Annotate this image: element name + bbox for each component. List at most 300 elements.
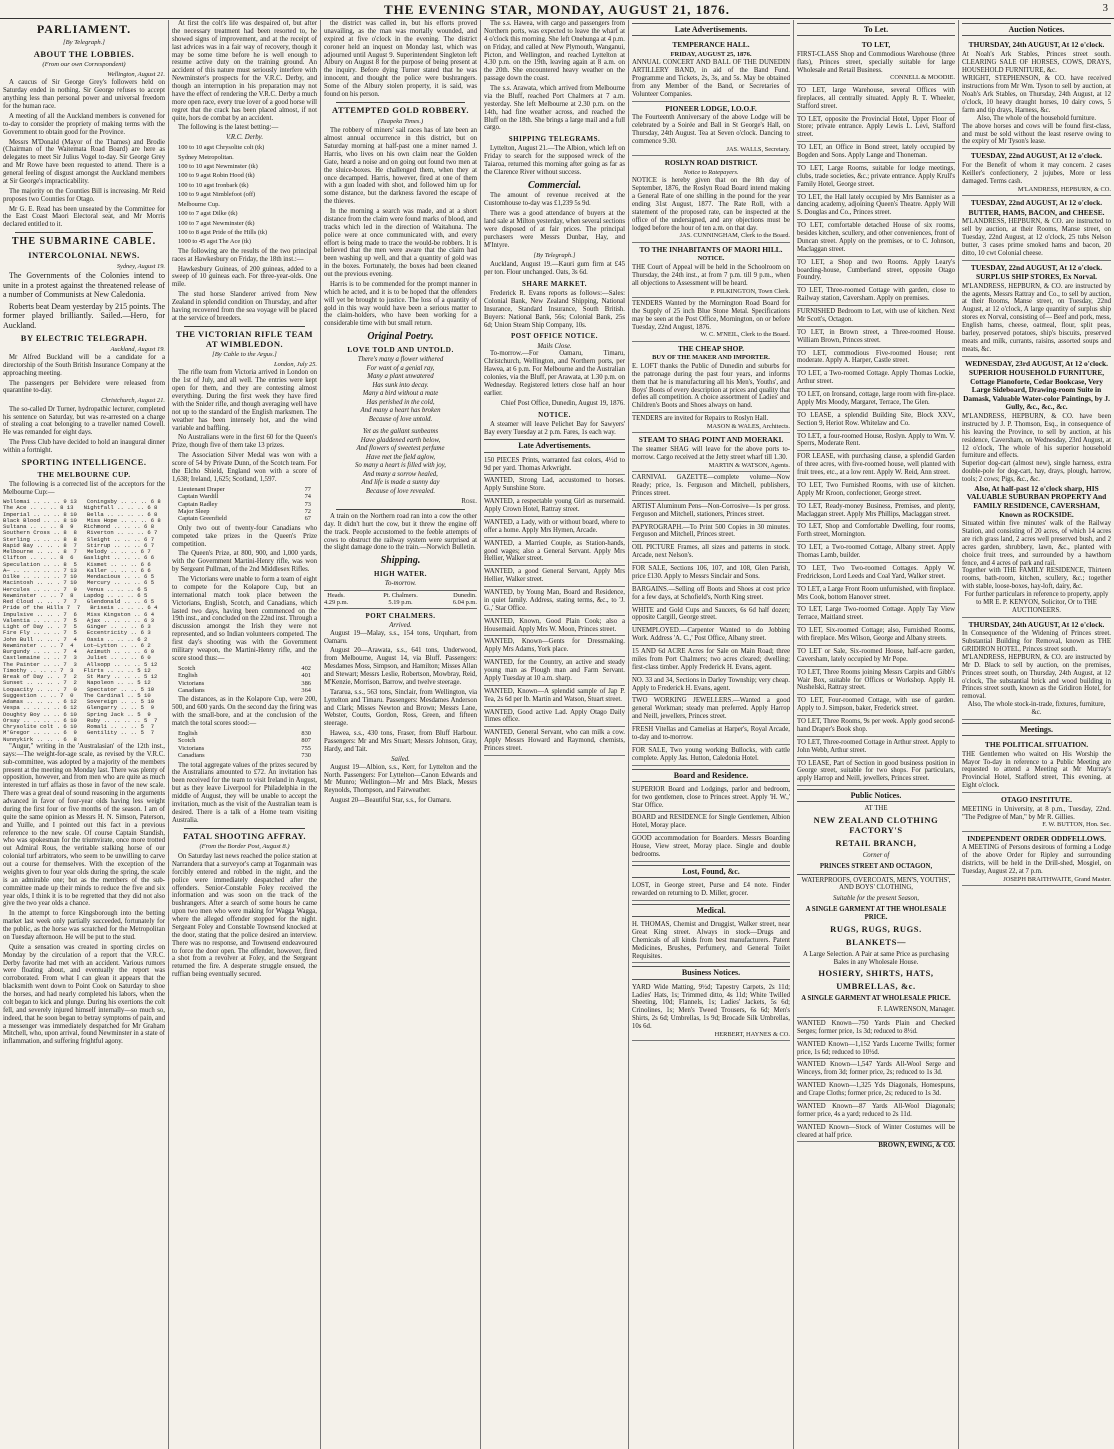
classified-ad: TO LET, a Two-roomed Cottage, Albany street. Apply Thomas Lamb, builder. xyxy=(797,542,955,563)
ad-signature: JAS. WALLS, Secretary. xyxy=(726,145,790,153)
shipping-entry: Hawea, s.s., 430 tons, Fraser, from Bluff Harbour. Passengers: Mr and Mrs Stuart; Messrs Johnson, Gray, Hardy, and Tait. xyxy=(324,730,477,753)
score-row: English 830 xyxy=(178,729,311,737)
ad-signature: F. LAWRENSON, Manager. xyxy=(877,1006,955,1014)
shipping-entry: August 19—Albion, s.s., Kerr, for Lyttelton and the North. Passengers: For Lyttelton—Canon Edwards and Mr Munro; Wellington—Mr and Mrs Black, Messrs Reynolds, Thompson, and Fairweather. xyxy=(324,763,477,795)
ad-body: The above horses and cows will be found first-class, and must be sold without the least reserve owing to the expiry of Mr Tyson's lease. xyxy=(962,122,1111,146)
classified-ad: TO LET, Six-roomed Cottage; also, Furnished Rooms, with fireplace. Mrs Wilson, George and Albany streets. xyxy=(797,625,955,646)
betting-line: 100 to 7 agst Dilke (tk) xyxy=(178,210,238,218)
article-paragraph: the district was called in, but his efforts proved unavailing, as the man was mortally wounded, and expired at five o'clock in the evening. The district coroner held an inquest on Monday last, which was adjourned until August 9. Superintendent Singleton left Albury on August 8 for the purpose of being present at the inquiry. Before dying Turner stated that he was innocent, and thought the police were bushrangers. Some of the Albury stolen property, it is said, was found on his person. xyxy=(324,20,477,98)
high-water-heading: HIGH WATER. xyxy=(373,569,428,578)
ad-body: At Noah's Ark Stables, Princes street south. CLEARING SALE OF HORSES, COWS, DRAYS, HOUSEHOLD FURNITURE, &c. xyxy=(962,50,1111,74)
classified-ad: TO LET, Shop and Comfortable Dwelling, four rooms, Forth street, Mornington. xyxy=(797,521,955,542)
meeting-ad xyxy=(962,738,1111,793)
score-row: Canadians 730 xyxy=(178,752,311,760)
rifle-team-heading: THE VICTORIAN RIFLE TEAM AT WIMBLEDON. xyxy=(176,328,313,349)
poem-line: And many a heart has broken xyxy=(360,407,441,415)
classified-ad: WANTED Known—1,325 Yds Diagonals, Homespuns, and Crape Cloths; former price, 2s; reduced to 1s 3d. xyxy=(797,1080,955,1101)
poem-title: LOVE TOLD AND UNTOLD. xyxy=(347,344,454,354)
port-chalmers-heading: PORT CHALMERS. xyxy=(365,611,436,620)
sailed-label: Sailed. xyxy=(391,755,410,763)
meeting-ad xyxy=(962,793,1111,832)
own-correspondent-label: (From our own Correspondent) xyxy=(42,61,126,69)
to-let-ad xyxy=(797,38,955,85)
column-5 xyxy=(628,20,793,1449)
ad-title: Also, At half-past 12 o'clock sharp, HIS VALUABLE SUBURBAN PROPERTY And FAMILY RESIDENCE, CAVERSHAM, Known as ROCKSIDE. xyxy=(966,483,1107,519)
betting-line: 100 to 9 agst Nimblefoot (off) xyxy=(178,191,256,199)
poem-line: Have met the field aglow, xyxy=(365,453,436,461)
sporting-heading: SPORTING INTELLIGENCE. xyxy=(21,456,147,467)
column-2 xyxy=(168,20,320,1449)
classified-ad: WANTED Known—1,152 Yards Lucerne Twills; former price, 1s 6d; reduced to 10½d. xyxy=(797,1039,955,1060)
ad-body: Situated within five minutes' walk of the Railway Station, and consisting of 20 acres, of which 14 acres are rich grass land, 2 acres well preserved bush, and 2 acres garden, shrubbery, lawn, &c., planted with choice fruit trees, and surrounded by a hawthorn fence, and 4 acres of park and rail. xyxy=(962,520,1111,567)
classified-ad: TO LET, Large Rooms, suitable for lodge meetings, clubs, trade societies, &c.; private entrance. Apply Krull's Family Hotel, George street. xyxy=(797,163,955,192)
ad-body: WRIGHT, STEPHENSON, & CO. have received instructions from Mr Wm. Tyson to sell by auction, at Noah's Ark Stables, on Thursday, 24th August, at 12 o'clock, 10 heavy draught horses, 10 dairy cows, 5 farm and tip drays, Harness, &c. xyxy=(962,75,1111,114)
classified-ad: WANTED, Good active Lad. Apply Otago Daily Times office. xyxy=(484,707,625,728)
board-residence-heading: Board and Residence. xyxy=(632,769,790,782)
ad-date: TUESDAY, 22nd AUGUST, At 12 o'clock. xyxy=(970,262,1103,272)
ad-subtitle: NOTICE. xyxy=(697,255,725,263)
classified-ad: TO LET, Ready-money Business, Premises, and plenty, Maclaggan street. Apply Mrs Phillips, Maclaggan street. xyxy=(797,501,955,522)
steam-shag-point-ad xyxy=(632,433,790,472)
scores-table xyxy=(178,486,311,523)
article-paragraph: To-morrow.—For Oamaru, Timaru, Christchurch, Wellington, and Northern ports, per Hawea, at 6 p.m. For Melbourne and the Australian colonies, via the Bluff, per Arawata, at 1.30 p.m. on Wednesday. Registered letters close half an hour earlier. xyxy=(484,350,625,397)
ad-signature: MARTIN & WATSON, Agents. xyxy=(708,461,790,469)
notice-heading: NOTICE. xyxy=(538,410,571,419)
ad-title: BUTTER, HAMS, BACON, and CHEESE. xyxy=(968,207,1105,217)
parliament-heading: PARLIAMENT. xyxy=(36,22,132,36)
ad-body: Also, The whole of the household furniture. xyxy=(976,114,1097,122)
page-number: 3 xyxy=(1102,2,1108,14)
classified-ad: WANTED Known—87 Yards All-Wool Diagonals; former price, 4s a yard; reduced to 2s 11d. xyxy=(797,1101,955,1122)
article-paragraph: The stud horse Slanderer arrived from New Zealand in splendid condition on Thursday, and after having recovered from the sea voyage will be placed at the service of breeders. xyxy=(172,291,317,322)
business-notices-heading: Business Notices. xyxy=(632,966,790,979)
classified-ad: NO. 33 and 34, Sections in Darley Township; very cheap. Apply to Frederick H. Evans, agent. xyxy=(632,675,790,696)
classified-ad: TO LET, Four-roomed Cottage, with use of garden. Apply to J. Simpson, baker, Frederick street. xyxy=(797,695,955,716)
poem-line: Has perished in the cold, xyxy=(366,398,435,406)
shipping-entry: Tararua, s.s., 563 tons, Sinclair, from Wellington, via Lyttelton and Timaru. Passengers: Mesdames Anderson and Clark; Misses Newton and Brown; Messrs Lane, Webster, Coutts, Gordon, Ross, Green, and fifteen steerage. xyxy=(324,688,477,728)
article-paragraph: On Saturday last news reached the police station at Narrandera that a surveyor's camp at Toganmain was forcibly entered and robbed in the night, and the police were immediately despatched after the offenders. Senior-Constable Foley received the information and was soon on the track of the bushrangers. After a search of some hours he came upon two men who were making for Wagga Wagga, where the alleged offender stopped for the night. Sergeant Foley and Constable Townsend knocked at the door, stating that the police desired an interview. There was no response, and Townsend endeavoured to force the door open. The offender, however, fired a shot from a revolver at Foley, and the Sergeant returned the fire. A desperate struggle ensued, the ruffian being eventually secured. xyxy=(172,853,317,979)
classified-ad: TO LET, large Warehouse, several Offices with fireplaces, all centrally situated. Apply R. T. Wheeler, Stafford street. xyxy=(797,85,955,114)
classified-ad: TO LET, an Office in Bond street, lately occupied by Bogden and Sons. Apply Lange and Thoneman. xyxy=(797,142,955,163)
auction-ad xyxy=(962,261,1111,357)
classified-ad: H. THOMAS, Chemist and Druggist, Walker street, near Great King street. Always in stock—Drugs and Chemicals of all kinds from best manufacturers. Patent Medicines, Brushes, Perfumery, and General Toilet Requisites. xyxy=(632,919,790,963)
ad-signature: HERBERT, HAYNES & CO. xyxy=(714,1030,790,1038)
article-paragraph: Roberts beat Deam yesterday by 215 points. The former played brilliantly. Sailed.—Hero, for Auckland. xyxy=(3,301,165,331)
classified-ad: WANTED, a respectable young Girl as nursemaid. Apply Crown Hotel, Rattray street. xyxy=(484,496,625,517)
classified-ad: FOR SALE, Sections 106, 107, and 108, Glen Parish, price £130. Apply to Messrs Sinclair and Sons. xyxy=(632,563,790,584)
to-let-heading: To Let. xyxy=(797,23,955,36)
ad-body: The Fourteenth Anniversary of the above Lodge will be celebrated by a Soirée and Ball in St George's Hall, on Thursday, 24th August. Tea at Seven o'clock. Dancing to commence 9.30. xyxy=(632,114,790,146)
classified-ad: WHITE and Gold Cups and Saucers, 6s 6d half dozen; opposite Cargill, George street. xyxy=(632,605,790,626)
classified-ad: BARGAINS.—Selling off Boots and Shoes at cost price for a few days, at Schofield's, North King street. xyxy=(632,584,790,605)
article-paragraph: The s.s. Arawata, which arrived from Melbourne via the Bluff, reached Port Chalmers at 7 a.m. yesterday. She left Melbourne at 2.30 p.m. on the 14th, had fine weather across, and reached the Bluff on the 18th. She brings a large mail and a full cargo. xyxy=(484,85,625,132)
medical-heading: Medical. xyxy=(632,904,790,917)
classified-ad: ARTIST Aluminum Pens—Non-Corrosive—1s per gross. Ferguson and Mitchell, stationers, Princes street. xyxy=(632,501,790,522)
classified-ad: TO LET, a Shop and two Rooms. Apply Leary's boarding-house, Cumberland street, opposite Otago Foundry. xyxy=(797,257,955,286)
classified-ad: WANTED, Known—A splendid sample of Jap P. Tea, 2s 6d per lb. Martin and Watson, Stuart street. xyxy=(484,686,625,707)
classified-ad: TO LET, Three Rooms, 9s per week. Apply good second-hand Draper's Book shop. xyxy=(797,716,955,737)
article-paragraph: The robbery of miners' sail races has of late been an almost annual occurrence in this district, but on Saturday morning at half-past one a miner named J. Harris, who lives on his own claim near the Golden Gate, heard a noise and on going out found two men at the sluice-boxes. He challenged them, when they at once decamped. Harris, however, fired at one of them with a gun loaded with shot, and followed him up for some distance, but the darkness favored the escape of the thieves. xyxy=(324,127,477,206)
classified-ad: TO LET, opposite the Provincial Hotel, Upper Floor of Store; private entrance. Apply Lewis L. Levi, Stafford street. xyxy=(797,114,955,143)
masthead xyxy=(0,2,1114,19)
classified-ad: TO LET, a Two-roomed Cottage. Apply Thomas Lockie, Arthur street. xyxy=(797,368,955,389)
business-ad xyxy=(632,982,790,1042)
ad-body: MEETING in University, at 8 p.m., Tuesday, 22nd. "The Pedigree of Man," by Mr R. Gillies. xyxy=(962,805,1111,821)
ad-body: ANNUAL CONCERT AND BALL OF THE DUNEDIN ARTILLERY BAND, in aid of the Band Fund. Programme and Tickets, 2s, 3s, and 5s. May be obtained from any Member of the Band, or Secretaries of Volunteer Companies. xyxy=(632,59,790,98)
article-paragraph: Only two out of twenty-four Canadians who competed take prizes in the Queen's Prize competition. xyxy=(172,524,317,548)
original-poetry-heading: Original Poetry. xyxy=(367,331,434,343)
meetings-heading: Meetings. xyxy=(962,723,1111,736)
poem-line: Have gladdened earth below, xyxy=(360,436,441,444)
ad-date: WEDNESDAY, 23rd AUGUST, At 12 o'clock. xyxy=(964,358,1109,368)
article-paragraph: There was a good attendance of buyers at the land sale at Milton yesterday, when several sections were disposed of at fair prices. The principal purchasers were Messrs Dunbar, Hay, and M'Intyre. xyxy=(484,210,625,249)
betting-line: 100 to 8 agst Pride of the Hills (tk) xyxy=(178,228,268,236)
article-paragraph: In the attempt to force Kingsborough into the betting market last week only partially succeeded, fortunately for the public, as the horse was scratched for the Metropolitan on Tuesday afternoon. He will be put to the stud. xyxy=(3,910,165,941)
poem-line: And flowers of sweetest perfume xyxy=(356,445,445,453)
classified-ad: LOST, in George street, Purse and £4 note. Finder rewarded on returning to D. Miller, grocer. xyxy=(632,880,790,901)
ad-subtitle: Notice to Ratepayers. xyxy=(683,168,739,176)
score-row: Victorians 755 xyxy=(178,744,311,752)
ad-signature: W. C. M'NEIL, Clerk to the Board. xyxy=(700,331,790,339)
ad-signature: MASON & WALES, Architects. xyxy=(706,423,790,430)
score-row: Canadians 364 xyxy=(178,686,311,694)
poem-line: And life is made a sunny day xyxy=(361,479,440,487)
ad-date: THURSDAY, 24th AUGUST, At 12 o'clock. xyxy=(968,40,1105,50)
article-paragraph: Auckland, August 19.—Kauri gum firm at £45 per ton. Flour unchanged. Oats, 3s 6d. xyxy=(484,261,625,277)
ad-date: TUESDAY, 22nd AUGUST, At 12 o'clock. xyxy=(970,151,1103,161)
article-paragraph: In the morning a search was made, and at a short distance from the claim were found marks of blood, and tracks which led in the direction of Waitahuna. The police were at once communicated with, and every effort is being made to trace the would-be robbers. It is believed that the men were aware that the claim had been washing up well, and that a quantity of gold was in the boxes. Fortunately, the boxes had been cleaned out the previous evening. xyxy=(324,208,477,278)
article-paragraph: The following is a corrected list of the acceptors for the Melbourne Cup:— xyxy=(3,481,165,497)
post-office-sign: Chief Post Office, Dunedin, August 19, 1876. xyxy=(500,399,625,407)
ad-body: For further particulars in reference to property, apply to MR E. P. KENYON, Solicitor, Or to THE AUCTIONEERS. xyxy=(964,591,1109,614)
ad-title: OTAGO INSTITUTE. xyxy=(1001,795,1072,805)
ad-body: M'LANDRESS, HEPBURN, & CO. are instructed to sell by auction, at their Rooms, Manse street, on Tuesday, 22nd August, at 12 o'clock, 25 tubs Nelson butter, 3 cases prime smoked hams and bacon, 20 ditto, 10 cwt Colonial cheese. xyxy=(962,218,1111,257)
classified-ad: WANTED, Strong Lad, accustomed to horses. Apply Sunshine Store. xyxy=(484,475,625,496)
ad-body: YARD Wide Matting, 9½d; Tapestry Carpets, 2s 11d; Ladies' Hats, 1s; Trimmed ditto, 4s 11d; White Twilled Sheeting, 10d; Flannels, 1s; Ladies' Jackets, 5s 6d; Crinolines, 1s; Men's Tweed Trousers, 6s 6d; Men's Shirts, 2s 6d; Umbrellas, 1s 9d; Brocade Silk Umbrellas, 10s 6d. xyxy=(632,983,790,1031)
article-paragraph: The total aggregate values of the prizes secured by the Australians amounted to £72. An invitation has been received for the team to visit Ireland in August, but as they leave Liverpool for Philadelphia in the middle of August, they will be unable to accept the invitation, much as the visit of the Australian team is desired. There is a talk of a Home team visiting Australia. xyxy=(172,761,317,824)
classified-ad: WANTED Known—1,547 Yards All-Wool Serge and Winceys, from 3d; former price, 2s; reduced to 1s 3d. xyxy=(797,1059,955,1080)
gold-source: (Tuapeka Times.) xyxy=(377,117,424,125)
classified-ad: SUPERIOR Board and Lodgings, parlor and bedroom, for two gentlemen, close to Princes street. Apply 'H. W.,' Star Office. xyxy=(632,784,790,813)
column-3 xyxy=(320,20,480,1449)
ad-line: BLANKETS— xyxy=(845,936,907,947)
classified-ad: TO LET, Three-roomed Cottage in Arthur street. Apply to John Webb, Arthur street. xyxy=(797,737,955,758)
ad-body: M'LANDRESS, HEPBURN, & CO. are instructed by Mr D. Black to sell by auction, on the premises, Princes street south, on Thursday, 24th August, at 12 o'clock, The substantial brick and wood building in Princes street south, known as the Gridiron Hotel, for removal. xyxy=(962,653,1111,701)
temperance-hall-ad xyxy=(632,38,790,102)
classified-ad: FOR LEASE, with purchasing clause, a splendid Garden of three acres, with five-roomed house, well planted with fruit trees, etc., at a low rent. Apply W. Reid, Ann street. xyxy=(797,451,955,480)
ad-body: TENDERS are invited for Repairs to Roslyn Hall. xyxy=(632,415,769,423)
ad-line: UMBRELLAS, &c. xyxy=(836,981,916,992)
ad-title: STEAM TO SHAG POINT AND MOERAKI. xyxy=(638,435,784,445)
article-paragraph: The amount of revenue received at the Customhouse to-day was £1,239 5s 9d. xyxy=(484,192,625,208)
article-paragraph: The distances, as in the Kolapore Cup, were 200, 500, and 600 yards. On the second day the firing was with the small-bore, and at the conclusion of the match the total scores stood:— xyxy=(172,696,317,727)
classified-ad: WANTED, a Lady, with or without board, where to offer a home. Apply Mrs Hymen, Arcade. xyxy=(484,517,625,538)
classified-ad: WANTED, by Young Man, Board and Residence, in quiet family. Address, stating terms, &c., to 'J. G.,' Star Office. xyxy=(484,587,625,616)
tide-cell: Pt. Chalmers. 5.19 p.m. xyxy=(383,591,418,607)
ad-title: TO THE INHABITANTS OF MAORI HILL. xyxy=(639,244,783,254)
article-paragraph: Harris is to be commended for the prompt manner in which he acted, and it is to be hoped that the offenders will yet be brought to justice. The loss of a quantity of gold in this way would have been a serious matter to the claim-holders, who have been working for a considerable time with but small return. xyxy=(324,280,477,328)
newspaper-title: THE EVENING STAR, MONDAY, AUGUST 21, 1876. xyxy=(383,2,731,17)
classified-ad: WANTED Known—750 Yards Plain and Checked Serges; former price, 1s 3d; reduced to 8½d. xyxy=(797,1017,955,1039)
classified-ad: FURNISHED Bedroom to Let, with use of kitchen. Next Mr Scott's, Octagon. xyxy=(797,306,955,327)
ad-title: SURPLUS SHIP STORES, Ex Norval. xyxy=(975,272,1098,282)
ad-body: For the Benefit of whom it may concern. 2 cases Keiller's confectionery, 2 jujubes, More or less damaged. Terms cash. xyxy=(962,161,1111,185)
classified-ad: WANTED, General Servant, who can milk a cow. Apply Messrs Howard and Raymond, chemists, Princes street. xyxy=(484,727,625,756)
poem-line: Many a plant unwatered xyxy=(367,373,434,381)
betting-line: 100 to 10 agst Ironbark (tk) xyxy=(178,181,249,189)
classified-ad: TO LET, Large Two-roomed Cottage. Apply Tay View Terrace, Maitland street. xyxy=(797,604,955,625)
article-paragraph: Frederick R. Evans reports as follows:—Sales: Colonial Bank, New Zealand Shipping, National Insurance, Standard Insurance, South British. Buyers: National Bank, 56s; Colonial Bank, 25s 6d; Union Steam Ship Company, 10s. xyxy=(484,290,625,329)
classified-ad: TO LET, Two Two-roomed Cottages. Apply W. Fredrickson, Lord Leeds and Coal Yard, Walker street. xyxy=(797,563,955,584)
lobbies-heading: ABOUT THE LOBBIES. xyxy=(33,48,135,59)
rifle-source: [By Cable to the Argus.] xyxy=(212,351,277,359)
poem-line: So many a heart is filled with joy, xyxy=(355,462,446,470)
classified-ad: OIL PICTURE Frames, all sizes and patterns in stock. Arcade, next Nelson's. xyxy=(632,542,790,563)
classified-ad: WANTED Known—Stock of Winter Costumes will be cleared at half price. xyxy=(797,1122,955,1143)
dateline: Auckland, August 19. xyxy=(110,345,165,353)
score-row: Victorians 386 xyxy=(178,679,311,687)
ad-line: A SINGLE GARMENT AT WHOLESALE PRICE. xyxy=(801,995,951,1003)
classified-ad: TO LET, in Brown street, a Three-roomed House. William Brown, Princes street. xyxy=(797,327,955,348)
ad-body: E. LOFT thanks the Public of Dunedin and suburbs for the patronage during the past four years, and informs them that he is manufacturing all his Men's, Youths', and Boys' Boots of every description at prices and quality that defies all competition. A choice assortment of Ladies' and Children's Boots and Shoes always on hand. xyxy=(632,362,790,410)
betting-line: Sydney Metropolitan. xyxy=(178,153,234,161)
dateline: London, July 25. xyxy=(274,361,317,368)
shipping-entry: August 20—Arawata, s.s., 641 tons, Underwood, from Melbourne, August 14, via Bluff. Passengers: Mesdames Moss, Simpson, and Hamilton; Misses Allan and Stewart; Messrs Leslie, Robertson, Mowbray, Reid, M'Kenzie, Morrison, Barrow, and twelve steerage. xyxy=(324,647,477,686)
ad-body: TENDERS Wanted by the Mornington Road Board for the Supply of 25 inch Blue Stone Metal. Specifications may be seen at the Post Office, Mornington, on or before Tuesday, 22nd August, 1876. xyxy=(632,299,790,331)
late-ads-heading: Late Advertisements. xyxy=(632,23,790,36)
ad-line: Corner of xyxy=(862,851,890,859)
ad-title: THE CHEAP SHOP. xyxy=(677,343,745,353)
classified-ad: TO LET, Two Furnished Rooms, with use of kitchen. Apply Mr Kroon, confectioner, George street. xyxy=(797,480,955,501)
column-1 xyxy=(0,20,168,1449)
ad-signature: M'LANDRESS, HEPBURN, & CO. xyxy=(1017,185,1111,193)
classified-ad: CARNIVAL GAZETTE—complete volume—Now Ready; price, 1s. Ferguson and Mitchell, publishers, Princes street. xyxy=(632,472,790,501)
post-office-heading: POST OFFICE NOTICE. xyxy=(511,332,598,341)
article-paragraph: No Australians were in the first 60 for the Queen's Prize, though five of them take 13 prizes. xyxy=(172,434,317,450)
classified-ad: GOOD accommodation for Boarders. Messrs Boarding House, View street, Moray place. Single and double bedrooms. xyxy=(632,833,790,862)
column-6 xyxy=(793,20,958,1449)
classified-ad: 150 PIECES Prints, warranted fast colors, 4½d to 9d per yard. Thomas Arkwright. xyxy=(484,455,625,476)
betting-line: 100 to 10 agst Newminster (tk) xyxy=(178,162,258,170)
betting-line: 100 to 9 agst Robin Hood (tk) xyxy=(178,172,255,180)
poem-line: Because of love revealed. xyxy=(365,487,436,495)
dateline: Wellington, August 21. xyxy=(107,71,165,79)
arrived-label: Arrived. xyxy=(389,621,412,629)
tenders-roslyn-ad xyxy=(632,413,790,433)
gold-robbery-heading: ATTEMPTED GOLD ROBBERY. xyxy=(331,104,470,115)
ad-body: FIRST-CLASS Shop and Commodious Warehouse (three flats), Princes street, specially suitable for large Wholesale and Retail Business. xyxy=(797,50,955,74)
cable-heading: THE SUBMARINE CABLE. xyxy=(11,236,157,248)
ad-line: A SINGLE GARMENT AT THE WHOLESALE PRICE. xyxy=(805,906,947,922)
classified-ad: BOARD and RESIDENCE for Single Gentlemen, Albion Hotel, Moray place. xyxy=(632,812,790,833)
tide-cell: Dunedin. 6.04 p.m. xyxy=(452,591,477,607)
classified-ad: FRESH Vitellas and Camelias at Harper's, Royal Arcade, to-day and to-morrow. xyxy=(632,724,790,745)
auction-ad xyxy=(962,38,1111,149)
article-paragraph: A caucus of Sir George Grey's followers held on Saturday ended in nothing. Sir George refuses to accept anything less than personal power and universal freedom for the human race. xyxy=(3,79,165,111)
shipping-heading: Shipping. xyxy=(380,555,421,567)
maori-hill-ad xyxy=(632,243,790,298)
score-row: Captain Wardill 74 xyxy=(178,493,311,501)
ad-subtitle: BUY OF THE MAKER AND IMPORTER. xyxy=(652,354,770,362)
article-paragraph: The rifle team from Victoria arrived in London on the 1st of July, and all well. The entries were kept open for them, and they are contesting almost everything. During the first week they have fired with the Snider rifle, and though averaging well have not up to the standard of the English marksmen. The weather has been intensely hot, and the wind variable and baffling. xyxy=(172,369,317,432)
divider xyxy=(336,509,465,510)
ad-date: THURSDAY, 24th AUGUST, At 12 o'clock. xyxy=(968,619,1105,629)
poem-line: Many a bird without a mate xyxy=(362,390,439,398)
ad-line: PRINCES STREET AND OCTAGON, xyxy=(819,862,933,870)
ad-line: Suitable for the present Season, xyxy=(832,895,920,903)
article-paragraph: The Association Silver Medal was won with a score of 54 by Private Dunn, of the Scotch team. For the Elcho Shield, England won with a score of 1,638; Ireland, 1,625; Scotland, 1,597. xyxy=(172,452,317,483)
column-7 xyxy=(958,20,1114,1449)
article-paragraph: The passengers per Belvidere were released from quarantine to-day. xyxy=(3,379,165,395)
auction-ad xyxy=(962,149,1111,196)
divider xyxy=(336,102,465,103)
intercolonial-heading: INTERCOLONIAL NEWS. xyxy=(28,249,140,260)
auction-ad xyxy=(962,196,1111,261)
betting-line: 100 to 7 agst Newminster (tk) xyxy=(178,219,255,227)
article-paragraph: The Press Club have decided to hold an inaugural dinner within a fortnight. xyxy=(3,439,165,455)
pioneer-lodge-ad xyxy=(632,102,790,157)
ad-body: THE Gentlemen who waited on His Worship the Mayor To-day in reference to a Public Meeting are requested to attend a Meeting at Mr Murray's Provincial Hotel, Stafford street, This evening, at Eight o'clock. xyxy=(962,750,1111,790)
betting-line: Melbourne Cup. xyxy=(178,200,220,208)
auction-ad xyxy=(962,357,1111,618)
ad-title: INDEPENDENT ORDER ODDFELLOWS. xyxy=(967,833,1106,843)
by-telegraph-label: [By Telegraph.] xyxy=(63,38,105,46)
ad-body: In Consequence of the Widening of Princes street. Substantial Building for Removal, known as THE GRIDIRON HOTEL, Princes street south. xyxy=(962,630,1111,654)
ad-date: TUESDAY, 22nd AUGUST, At 12 o'clock. xyxy=(970,197,1103,207)
auction-notices-heading: Auction Notices. xyxy=(962,23,1111,36)
ad-body: The steamer SHAG will leave for the above ports to-morrow. Cargo received at the Jetty street wharf till 1.30. xyxy=(632,446,790,461)
classified-ad: TO LEASE, Part of Section in good business position in George street, suitable for two shops. For particulars, apply Harrop and Neill, jewellers, Princes street. xyxy=(797,758,955,787)
ad-signature: JOSEPH BRAITHWAITE, Grand Master. xyxy=(1003,875,1111,883)
article-paragraph: A train on the Northern road ran into a cow the other day. It didn't hurt the cow, but it threw the engine off the track. People accustomed to the feeble attempts of cows to obstruct the railway system were surprised at the slight damage done to the train.—Norwich Bulletin. xyxy=(324,512,477,552)
dateline: Christchurch, August 21. xyxy=(101,397,165,405)
article-paragraph: Hawkesbury Guineas, of 200 guineas, added to a sweep of 10 guineas each. For three-year-olds. One mile. xyxy=(172,265,317,289)
divider xyxy=(15,232,153,233)
classified-ad: TO LET, Three Rooms joining Messrs Carpits and Gibb's Wair Box, suitable for Offices or Workshop. Apply H. Nushelski, Rattray street. xyxy=(797,667,955,696)
article-paragraph: The Victorians were unable to form a team of eight to compete for the Kolapore Cup, but an international match took place between the Victorians, English, Scotch, and Canadians, which lasted two days, having been commenced on the 19th inst., and concluded on the 22nd inst. Through a discussion amongst the Irish they were not represented, and so Indian volunteers competed. The first day's shooting was with the Government military weapon, the Martini-Henry rifle, and the score stood thus:— xyxy=(172,576,317,662)
match-day1-table xyxy=(178,665,311,695)
match-day2-table xyxy=(178,730,311,760)
classified-ad: TO LET or Sale, Six-roomed House, half-acre garden, Caversham, lately occupied by Mr Pope. xyxy=(797,646,955,667)
ad-line: AT THE xyxy=(864,805,888,813)
article-paragraph: At first the colt's life was despaired of, but after the necessary treatment had been resorted to, he showed signs of improvement, and at the receipt of last advices was in a fair way of recovery, though it may be some time before he is well enough to resume active duty on the training ground. An accident of this nature must seriously interfere with Newminster's prospects for the V.R.C. Derby, and though an interruption in his preparation may not have the effect of rendering the V.R.C. Derby a much more open race, every true lover of a good horse will regret that the crack has been placed almost, if not quite, hors de combat by an accident. xyxy=(172,20,317,122)
betting-line: 100 to 10 agst Chrysolite colt (tk) xyxy=(178,144,265,152)
poem-author: Rose. xyxy=(461,498,477,506)
ad-title: PIONEER LODGE, I.O.O.F. xyxy=(665,103,757,113)
shipping-entry: August 20—Beautiful Star, s.s., for Oamaru. xyxy=(330,797,452,805)
tenders-ad xyxy=(632,298,790,342)
classified-ad: WANTED, a Married Couple, as Station-hands, good wages; also a General Servant. Apply Mrs Hellier, Walker street. xyxy=(484,538,625,567)
ad-title: THE POLITICAL SITUATION. xyxy=(984,740,1089,750)
classified-ad: TO LET, the Hall lately occupied by Mrs Bannister as a dancing academy, adjoining Queen's Theatre. Apply Will S. Douglas and Co., Princes street. xyxy=(797,192,955,221)
article-paragraph: The following are the results of the two principal races at Hawkesbury on Friday, the 18th inst.:— xyxy=(172,247,317,263)
ad-signature: JAS. CUNNINGHAM, Clerk to the Board. xyxy=(679,232,790,240)
ad-title: NEW ZEALAND CLOTHING FACTORY'S xyxy=(813,815,939,836)
article-paragraph: A steamer will leave Pelichet Bay for Sawyers' Bay every Tuesday at 2 p.m. Fares, 1s each way. xyxy=(484,420,625,436)
classified-ad: FOR SALE, Two young working Bullocks, with cattle complete. Apply Jas. Hutton, Caledonia Hotel. xyxy=(632,745,790,766)
article-paragraph: The Queen's Prize, at 800, 900, and 1,000 yards, with the Government Martini-Henry rifle, was won by Sergeant Pullman, of the 2nd Middlesex Rifles. xyxy=(172,550,317,574)
score-row: Captain Radley 73 xyxy=(178,500,311,508)
ad-signature: F. W. BUTTON, Hon. Sec. xyxy=(1042,821,1111,829)
ad-date: FRIDAY, AUGUST 25, 1876. xyxy=(670,50,752,58)
classified-ad: PAPYROGRAPH.—To Print 500 Copies in 30 minutes. Ferguson and Mitchell, Princes street. xyxy=(632,522,790,543)
article-paragraph: The so-called Dr Turner, hydropathic lecturer, completed his sentence on Saturday, but was re-arrested on a charge of stealing a coat belonging to a traveller named Cowell. He was remanded for eight days. xyxy=(3,405,165,437)
ad-title: TEMPERANCE HALL. xyxy=(672,40,750,50)
ad-line: A Large Selection. A Pair at same Price as purchasing Bales in any Wholesale House. xyxy=(803,950,949,966)
classified-ad: TO LET, a Large Front Room unfurnished, with fireplace. Mrs Cook, bottom Hanover street. xyxy=(797,584,955,605)
classified-ad: 15 AND 6d ACRE Acres for Sale on Main Road; three miles from Port Chalmers; two acres cleared; dwelling; first-class timber. Apply Frederick H. Evans, agent. xyxy=(632,646,790,675)
by-telegraph-label: [By Telegraph.] xyxy=(533,251,576,259)
melbourne-cup-heading: THE MELBOURNE CUP. xyxy=(37,469,131,479)
classified-ad: TWO WORKING JEWELLERS.—Wanted a good general Workman; steady man preferred. Apply Harrop and Neill, jewellers, Princes street. xyxy=(632,695,790,724)
article-paragraph: Lyttelton, August 21.—The Albion, which left on Friday to search for the supposed wreck of the Taiaroa, returned this morning after going as far as the Clarence River without success. xyxy=(484,145,625,176)
poem-line: There's many a flower withered xyxy=(357,356,444,364)
auction-ad xyxy=(962,618,1111,720)
ad-body: Also, The whole stock-in-trade, fixtures, furniture, &c. xyxy=(967,701,1106,717)
divider xyxy=(184,326,305,327)
poem xyxy=(324,356,477,496)
cup-acceptors-list: Wollomai .. .. .. 9 13 Coningsby .. .. .. 6 8 The Ace .. .. .. 8 13 Nightfall .. .. .. 6 8 Imperial .. .. .. 8 10 Bella .. .. .. .. 6 8 Black Blood .. .. 8 10 Miss Hope .. .. .. 6 8 Sultana .. .. .. 8 9 Richmond .. .. .. 6 8 Southern Cross .. 8 8 Riverton .. .. .. 6 7 Sterling .. .. .. 8 8 Sleight .. .. .. 6 7 Rapid Bay .. .. . 8 7 Stirrup .. .. .. 6 7 Melbourne .. .. . 8 7 Melody .. .. .. 6 7 Clifton .. .. .. 8 6 Gaslight .. .. .. 6 6 Speculation .. .. 8 5 Kismet .. .. .. 6 6 A— .. .. .. .. .. 7 13 Kaller .. .. .. 6 6 Dilke .. .. .. .. 7 10 Mendacious .. .. 6 5 Macintosh .. .. . 7 10 Mercury .. .. .. 6 5 Hercules .. .. .. 7 9 Venus .. .. .. 6 5 Newminster .. .. 7 8 Lapdog .. .. .. 6 5 Red Cloud .. .. . 7 7 Glendonald .. .. 6 5 Pride of the Hills 7 7 Briseis .. .. .. 6 4 Impulsive .. .. . 7 6 Miss Kingston .. 6 4 Valentia .. .. .. 7 5 Ajax .. .. .. .. 6 3 Light of Day .. . 7 5 Ginger .. .. .. 6 3 Fire Fly .. .. .. 7 5 Eccentricity .. 6 3 John Bull .. .. . 7 4 Oasis .. .. .. 6 2 Newminster .. .. 7 4 Lot—Lytton .. .. 6 2 Burgundy .. .. .. 7 4 Azimuth .. .. .. 6 0 Castlemaine .. .. 7 3 Juliet .. .. .. 6 0 The Painter .. .. 7 3 Allsopp .. .. .. 5 12 Timothy .. .. .. 7 3 Flirts .. .. .. 5 12 Break of Day .. . 7 2 St Mary .. .. .. 5 12 Sunset .. .. .. . 7 2 Napoleon .. .. 5 12 Loquacity .. .. . 7 0 Spectator .. .. 5 10 Suggestion .. .. 7 0 The Cardinal .. 5 10 Adamas .. .. .. . 6 12 Sovereign .. .. 5 10 Vespa .. .. .. .. 6 12 Glengarry .. .. 5 9 Doughty Boy .. .. 6 10 Spring Jack .. 5 9 Orsay .. .. .. .. 6 10 Ruby .. .. .. .. 5 7 Chrysolite colt . 6 10 Romali .. .. .. 5 7 M'Gregor .. .. .. 6 9 Gentility .. .. 5 7 Nunnykirk .. .. . 6 8 xyxy=(3,499,161,743)
classified-ad: WANTED, Known—Gents for Dressmaking. Apply Mrs Adams, York place. xyxy=(484,636,625,657)
poem-line: Yet as the gallant sunbeams xyxy=(362,428,439,436)
article-paragraph: Mr G. E. Read has been unseated by the Committee for the East Coast Maori Electoral seat, and Mr Morris declared entitled to it. xyxy=(3,205,165,229)
betting-list xyxy=(172,144,317,246)
ad-signature: BROWN, EWING, & CO. xyxy=(878,1142,955,1150)
score-row: Captain Greenfield 67 xyxy=(178,515,311,523)
shipping-telegrams-heading: SHIPPING TELEGRAMS. xyxy=(508,135,601,144)
ad-body: Superior dog-cart (almost new), single harness, extra double-pole for dog-cart, hay, drays, plough, harrow, tools; 2 cows; Pigs, &c., &c. xyxy=(962,460,1111,483)
shipping-entry: August 19—Malay, s.s., 154 tons, Urquhart, from Oamaru. xyxy=(324,629,477,645)
score-row: English 401 xyxy=(178,672,311,680)
classified-ad: TO LET, a four-roomed House, Roslyn. Apply to Wm. V. Sperrs, Moderate Rent. xyxy=(797,431,955,452)
mails-close-label: Mails Close. xyxy=(537,342,572,350)
classified-ad: WANTED, for the Country, an active and steady young man as Plough man and Farm Servant. Apply Tuesday at 10 a.m. sharp. xyxy=(484,657,625,686)
article-paragraph: Mr Alfred Buckland will be a candidate for a directorship of the South British Insurance Company at the approaching meeting. xyxy=(3,353,165,377)
tide-cell: Heads. 4.29 p.m. xyxy=(324,591,349,607)
classified-ad: TO LET, Three-roomed Cottage with garden, close to Railway station, Caversham. Apply on premises. xyxy=(797,285,955,306)
score-row: Scotch 402 xyxy=(178,664,311,672)
roslyn-road-ad xyxy=(632,156,790,243)
article-paragraph: Messrs M'Donald (Mayor of the Thames) and Brodie (Chairman of the Waitemata Road Board) are here as delegates to meet Sir Julius Vogel to-day. Sir George Grey and Mr Rowe have been requested to attend. There is a general feeling of disgust amongst the Auckland members at Sir George's impracticability. xyxy=(3,138,165,185)
ad-body: NOTICE is hereby given that on the 8th day of September, 1876, the Roslyn Road Board intend making a General Rate of one shilling in the pound for the year ending 31st August, 1877. The Rate Roll, with a statement of the proposed rate, can be inspected at the office of the undersigned, and any objections must be lodged before the hour of ten a.m. on that day. xyxy=(632,177,790,232)
column-4 xyxy=(480,20,628,1449)
article-paragraph: "Augur," writing in the 'Australasian' of the 12th inst., says:—The weight-for-age scale, as revised by the V.R.C. sub-committee, was adopted by a majority of the members present at the meeting on Monday last. There was plenty of opposition, however, and from men who are quite as much interested in turf affairs as those in favor of the new scale. There was a great deal of sound reasoning in the arguments advanced in favor of four-year olds having less weight during the first four or five months of the season. I am of quite the same opinion as Messrs H. N. Simson, Paterson, and Yuille, and I pointed out this fact in a previous reference to the new scale. Of course Captain Standish, who was spokesman for the triumvirate, once more trotted out Admiral Rous, the veritable stalking horse of our colonial turf arbitrators, who seem to be unwilling to carve out a course for themselves. With the exception of the weights given to four year olds during the spring, the scale is an admirable one; but as the members of the sub-committee made up their minds to reduce the five and six year olds, I think it is to be regretted that they did not also give the two year olds a chance. xyxy=(3,742,165,908)
article-paragraph: The following is the latest betting:— xyxy=(178,124,279,132)
share-market-heading: SHARE MARKET. xyxy=(521,279,588,288)
article-paragraph: A meeting of all the Auckland members is convened for to-day to consider the propriety of making terms with the Government to obtain good for the Province. xyxy=(3,112,165,136)
article-paragraph: The Governments of the Colonies intend to unite in a protest against the threatened release of a number of Communists at New Caledonia. xyxy=(3,271,165,300)
classified-ad: WANTED, a good General Servant, Apply Mrs Hellier, Walker street. xyxy=(484,566,625,587)
article-paragraph: The s.s. Hawea, with cargo and passengers from Northern ports, was expected to leave the wharf at 4 o'clock this morning. She left Onehunga at 4 p.m. on Friday, and called at New Plymouth, Wanganui, Picton, and Wellington, and reached Lyttelton at 4.30 p.m. on the 19th, leaving again at 8 a.m. on the 20th. She encountered heavy weather on the passage down the coast. xyxy=(484,20,625,83)
ad-title: SUPERIOR HOUSEHOLD FURNITURE, Cottage Pianoforte, Cedar Bookcase, Very Large Sideboard, Drawing-room Suite in Damask, Valuable Water-color Paintings, by J. Gully, &c., &c., &c. xyxy=(963,368,1110,412)
betting-line: 1000 to 45 agst The Ace (tk) xyxy=(178,238,252,246)
classified-ad: TO LET, on Ironsand, cottage, large room with fire-place. Apply Mrs Moody, Margaret, Terrace, The Glen. xyxy=(797,389,955,410)
ad-line: RETAIL BRANCH, xyxy=(835,838,917,848)
classified-ad: UNEMPLOYED.—Carpenter Wanted to do Jobbing Work. Address 'A. C.,' Post Office, Albany street. xyxy=(632,625,790,646)
poem-line: Has sunk into decay. xyxy=(372,381,429,389)
ad-body: A MEETING of Persons desirous of forming a Lodge of the above Order for Ripley and surrounding districts, will be held in the Drill-shed, Mosgiel, on Tuesday, August 22, at 7 p.m. xyxy=(962,844,1111,876)
public-notices-heading: Public Notices. xyxy=(797,789,955,802)
ad-body: Together with THE FAMILY RESIDENCE, Thirteen rooms, bath-room, kitchen, scullery, &c.; together with stable, loose-boxes, hay-loft, dairy, &c. xyxy=(962,567,1111,591)
ad-line: WATERPROOFS, OVERCOATS, MEN'S, YOUTHS', AND BOYS' CLOTHING, xyxy=(797,874,955,893)
high-water-sub: To-morrow. xyxy=(384,580,417,587)
ad-line: RUGS, RUGS, RUGS. xyxy=(830,923,922,934)
lost-found-heading: Lost, Found, &c. xyxy=(632,865,790,878)
classified-ad: WANTED, Known, Good Plain Cook; also a Housemaid. Apply Mrs W. Moon, Princes street. xyxy=(484,616,625,637)
ad-title: TO LET, xyxy=(861,40,891,50)
ad-signature: CONNELL & MOODIE. xyxy=(890,74,955,82)
ad-body: M'LANDRESS, HEPBURN, & CO. have been instructed by J. P. Thomson, Esq., in consequence of his leaving the Province, to sell by auction, at his residence, Caversham, on Wednesday, 23rd August, at 12 o'clock, The whole of his superior household furniture and effects. xyxy=(962,413,1111,460)
